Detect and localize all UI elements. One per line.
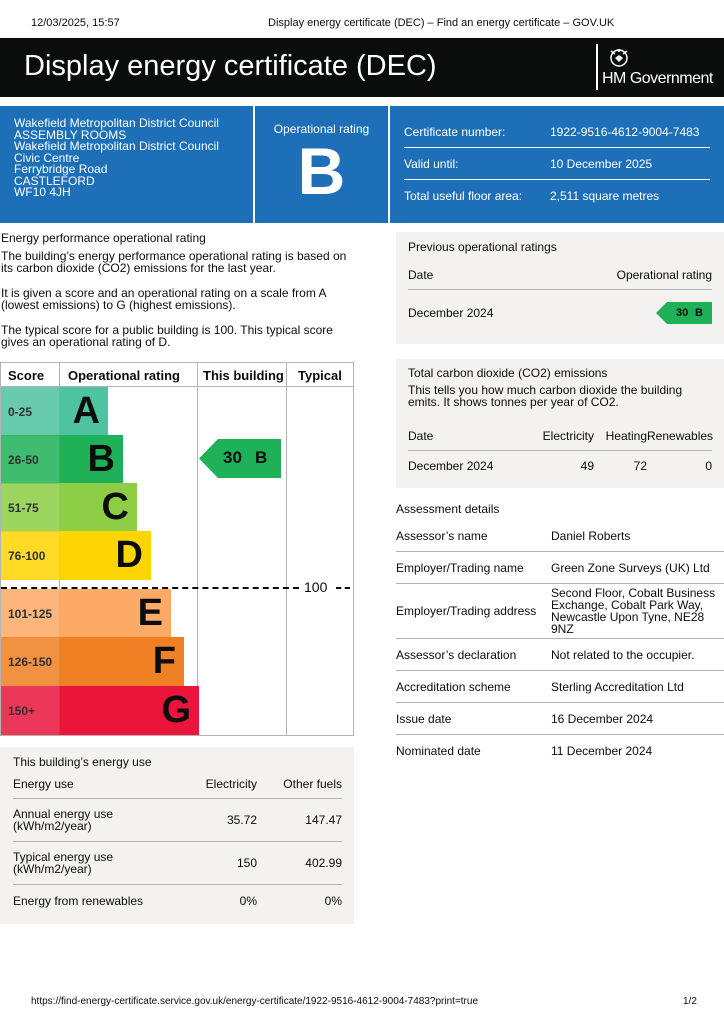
rating-scale-table xyxy=(0,362,354,736)
assessment-title: Assessment details xyxy=(396,502,500,516)
co2-description: This tells you how much carbon dioxide the building emits. It shows tonnes per year of CO2. xyxy=(408,383,683,409)
page-number: 1/2 xyxy=(683,996,697,1007)
table-row: Assessor’s name Daniel Roberts xyxy=(396,520,724,552)
table-row: Employer/Trading address Second Floor, Cobalt Business Exchange, Cobalt Park Way, Newcastle Upon Tyne, NE28 9NZ xyxy=(396,584,724,639)
rating-band-f xyxy=(1,637,201,686)
co2-emissions-box xyxy=(396,359,724,488)
co2-title: Total carbon dioxide (CO2) emissions xyxy=(408,366,608,380)
band-score: 126-150 xyxy=(1,637,60,686)
table-row: Accreditation scheme Sterling Accreditation Ltd xyxy=(396,671,724,703)
print-title: Display energy certificate (DEC) – Find an energy certificate – GOV.UK xyxy=(268,17,615,29)
table-row: December 2024 49 72 0 xyxy=(408,459,712,473)
typical-line xyxy=(1,587,299,589)
energy-use-header-row xyxy=(13,769,342,799)
energy-use-box xyxy=(0,747,354,924)
previous-ratings-title: Previous operational ratings xyxy=(408,240,557,254)
band-score: 76-100 xyxy=(1,531,60,580)
typical-value: 100 xyxy=(304,579,328,595)
band-score: 150+ xyxy=(1,686,60,735)
this-building-rating-arrow xyxy=(199,439,281,478)
footer-url: https://find-energy-certificate.service.gov.uk/energy-certificate/1922-9516-4612-9004-7483?print=true xyxy=(31,996,479,1007)
valid-until-value: 10 December 2025 xyxy=(550,156,653,171)
royal-crest-icon xyxy=(606,47,632,69)
floor-area-key: Total useful floor area: xyxy=(404,189,523,203)
operational-rating-letter: B xyxy=(297,134,346,208)
address-line: Civic Centre xyxy=(14,150,80,165)
band-letter: C xyxy=(60,483,137,532)
rating-band-c xyxy=(1,483,201,532)
previous-ratings-box xyxy=(396,232,724,344)
table-row: Assessor’s declaration Not related to the occupier. xyxy=(396,639,724,671)
intro-paragraph: The building’s energy performance operational rating is based on its carbon dioxide (CO2) emissions for the last year. xyxy=(1,249,347,275)
address-line: Wakefield Metropolitan District Council xyxy=(14,116,219,130)
intro-heading: Energy performance operational rating xyxy=(1,231,206,245)
table-row: Energy from renewables 0% 0% xyxy=(13,894,342,908)
certificate-number-value: 1922-9516-4612-9004-7483 xyxy=(550,124,700,139)
scale-header-typical: Typical xyxy=(298,367,342,383)
hm-government-text: HM Government xyxy=(602,70,713,87)
table-row: Typical energy use (kWh/m2/year) 150 402.99 xyxy=(13,842,342,885)
scale-header-rating: Operational rating xyxy=(68,367,180,383)
band-score: 0-25 xyxy=(1,387,60,436)
table-row: Annual energy use (kWh/m2/year) 35.72 147.47 xyxy=(13,799,342,842)
floor-area-row xyxy=(404,180,710,212)
band-letter: F xyxy=(60,637,184,686)
page-banner xyxy=(0,38,724,97)
band-score: 101-125 xyxy=(1,589,60,638)
operational-rating-box xyxy=(255,106,388,223)
this-building-letter: B xyxy=(255,448,268,467)
band-letter: G xyxy=(60,686,199,735)
band-letter: B xyxy=(60,435,123,484)
rating-band-a xyxy=(1,387,201,436)
certificate-info-box xyxy=(390,106,724,223)
operational-rating-label: Operational rating xyxy=(273,122,370,136)
band-letter: D xyxy=(60,531,151,580)
address-line: WF10 4JH xyxy=(14,185,71,199)
address-line: CASTLEFORD xyxy=(14,173,95,188)
energy-use-header: Energy use xyxy=(13,776,74,791)
certificate-number-key: Certificate number: xyxy=(404,124,506,139)
address-line: Wakefield Metropolitan District Council xyxy=(14,139,219,153)
table-row: Employer/Trading name Green Zone Surveys (UK) Ltd xyxy=(396,552,724,584)
rating-band-e xyxy=(1,589,201,638)
table-row: Issue date 16 December 2024 xyxy=(396,703,724,735)
band-letter: A xyxy=(60,387,108,436)
this-building-score: 30 xyxy=(223,448,242,467)
print-datetime: 12/03/2025, 15:57 xyxy=(31,17,120,29)
table-row: Nominated date 11 December 2024 xyxy=(396,744,653,758)
floor-area-value: 2,511 square metres xyxy=(550,189,660,203)
page-title: Display energy certificate (DEC) xyxy=(24,50,437,82)
rating-band-d xyxy=(1,531,201,580)
previous-ratings-header-row: Date Operational rating xyxy=(408,260,712,290)
band-score: 51-75 xyxy=(1,483,60,532)
address-box xyxy=(0,106,253,223)
rating-band-b xyxy=(1,435,201,484)
scale-header-score: Score xyxy=(8,367,45,383)
hm-government-logo xyxy=(596,44,718,90)
certificate-number-row xyxy=(404,116,710,148)
rating-band-g xyxy=(1,686,201,735)
band-letter: E xyxy=(60,589,171,638)
valid-until-key: Valid until: xyxy=(404,156,459,171)
previous-rating-arrow: 30 B xyxy=(656,302,712,324)
table-row: December 2024 xyxy=(408,306,494,320)
energy-use-header: Other fuels xyxy=(283,776,342,791)
address-line: ASSEMBLY ROOMS xyxy=(14,127,127,142)
assessment-table xyxy=(396,520,724,767)
band-score: 26-50 xyxy=(1,435,60,484)
scale-header-this-building: This building xyxy=(203,367,284,383)
co2-header-row: Date Electricity Heating Renewables xyxy=(408,421,712,451)
energy-use-header: Electricity xyxy=(205,776,257,791)
energy-use-title: This building’s energy use xyxy=(13,755,152,769)
intro-paragraph: It is given a score and an operational rating on a scale from A (lowest emissions) to G (highest emissions). xyxy=(1,286,326,312)
valid-until-row xyxy=(404,148,710,180)
intro-paragraph: The typical score for a public building is 100. This typical score gives an operational rating of D. xyxy=(1,323,333,349)
address-line: Ferrybridge Road xyxy=(14,162,108,176)
